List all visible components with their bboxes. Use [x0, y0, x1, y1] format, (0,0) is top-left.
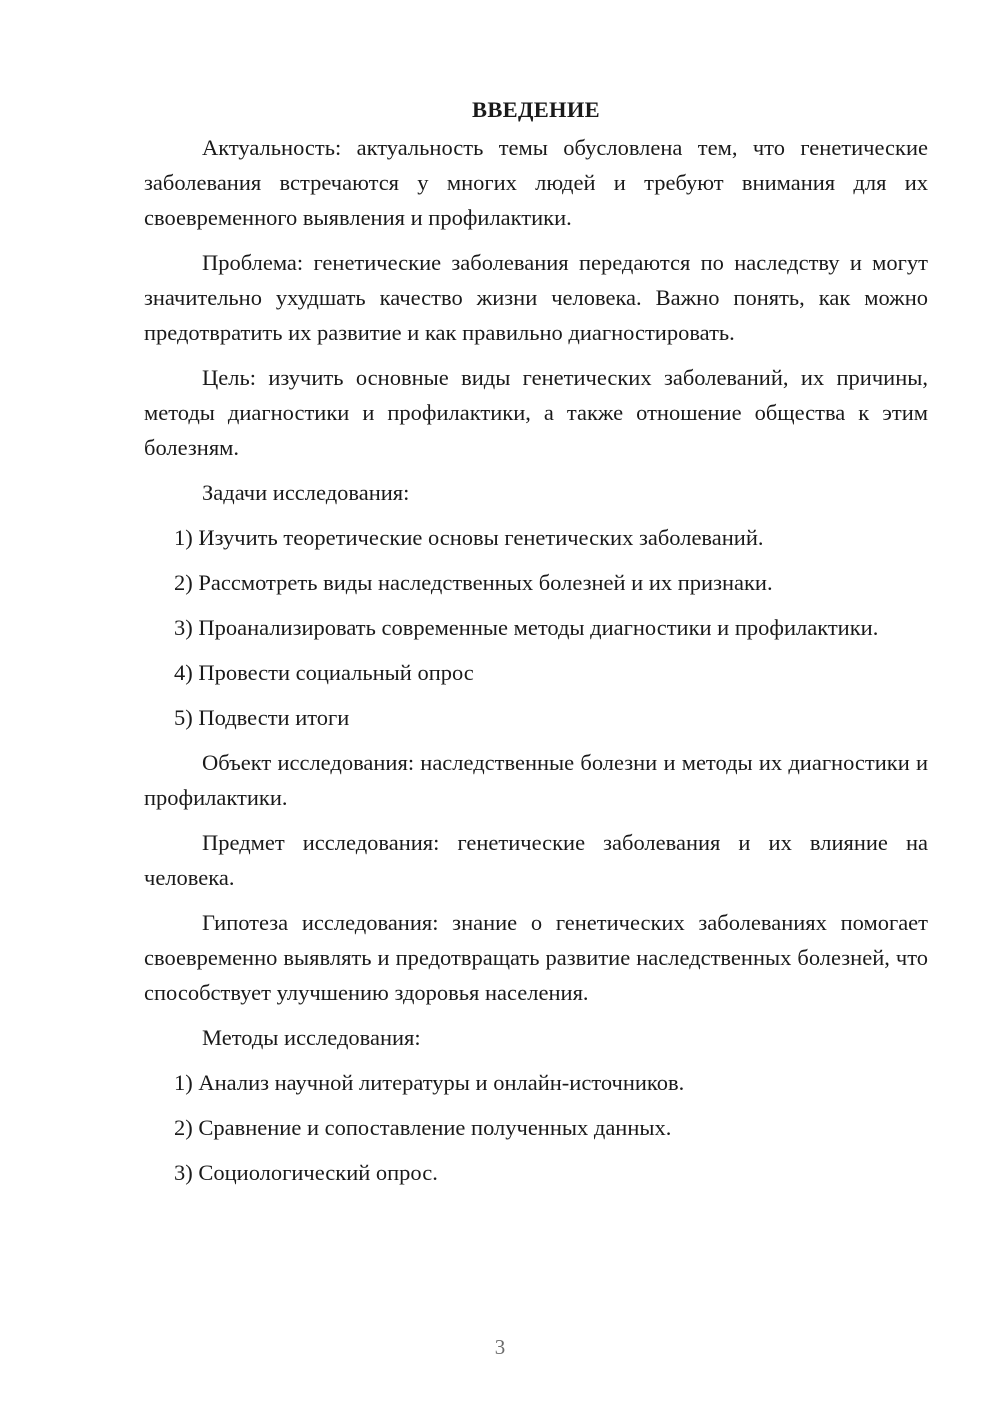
method-item: 1) Анализ научной литературы и онлайн-источников. — [174, 1070, 685, 1095]
document-page — [144, 90, 928, 1200]
page-number: 3 — [494, 1335, 506, 1359]
task-item: 3) Проанализировать современные методы диагностики и профилактики. — [174, 615, 879, 640]
paragraph-subject: Предмет исследования: генетические заболевания и их влияние на человека. — [144, 830, 928, 890]
paragraph-object: Объект исследования: наследственные болезни и методы их диагностики и профилактики. — [144, 750, 928, 810]
method-item: 3) Социологический опрос. — [174, 1160, 438, 1185]
task-item: 1) Изучить теоретические основы генетических заболеваний. — [174, 525, 764, 550]
task-item: 4) Провести социальный опрос — [174, 660, 474, 685]
paragraph-hypothesis: Гипотеза исследования: знание о генетических заболеваниях помогает своевременно выявлять и предотвращать развитие наследственных болезней, что способствует улучшению здоровья населения. — [144, 910, 928, 1005]
task-item: 2) Рассмотреть виды наследственных болезней и их признаки. — [174, 570, 773, 595]
methods-heading: Методы исследования: — [202, 1025, 421, 1050]
section-title: ВВЕДЕНИЕ — [472, 97, 600, 122]
paragraph-problem: Проблема: генетические заболевания передаются по наследству и могут значительно ухудшать качество жизни человека. Важно понять, как можно предотвратить их развитие и как правильно диагностировать. — [144, 250, 928, 345]
paragraph-relevance: Актуальность: актуальность темы обусловлена тем, что генетические заболевания встречаются у многих людей и требуют внимания для их своевременного выявления и профилактики. — [144, 135, 928, 230]
paragraph-goal: Цель: изучить основные виды генетических заболеваний, их причины, методы диагностики и профилактики, а также отношение общества к этим болезням. — [144, 365, 928, 460]
tasks-heading: Задачи исследования: — [202, 480, 410, 505]
task-item: 5) Подвести итоги — [174, 705, 350, 730]
method-item: 2) Сравнение и сопоставление полученных данных. — [174, 1115, 672, 1140]
